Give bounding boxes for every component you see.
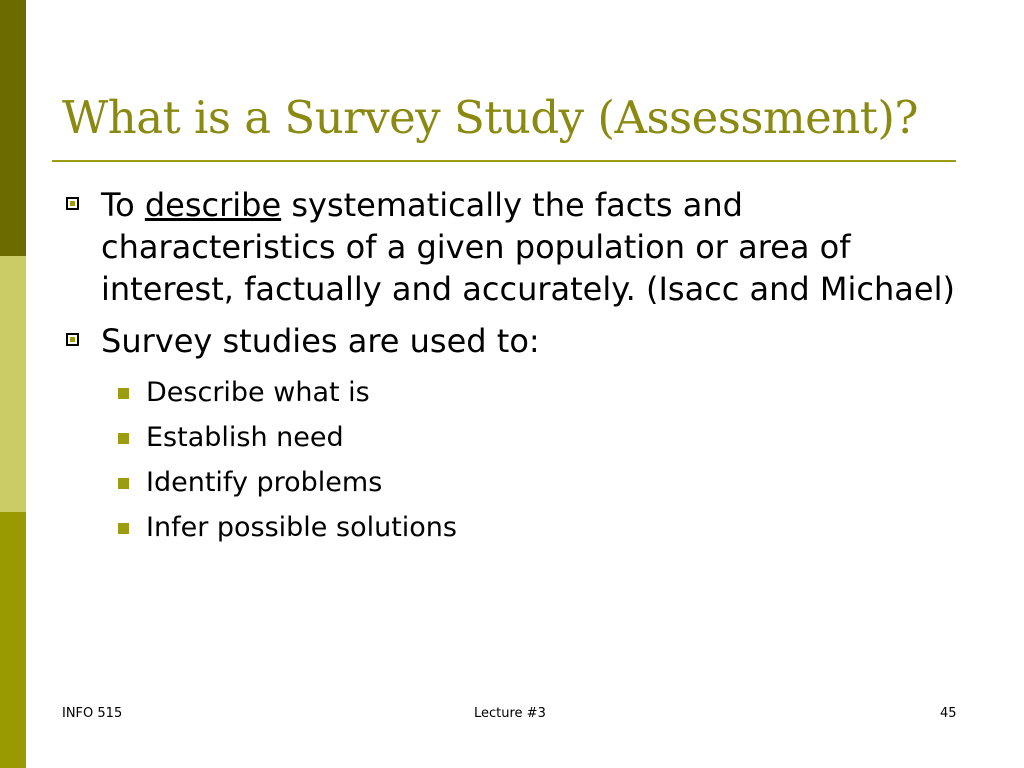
slide-content xyxy=(62,184,962,550)
subitem-identify xyxy=(62,460,962,505)
bullet-uses xyxy=(62,320,962,362)
subitem-label: Describe what is xyxy=(146,377,370,408)
footer-course: INFO 515 xyxy=(62,706,123,721)
subitem-label: Identify problems xyxy=(146,467,383,498)
bullet-definition-emphasis: describe xyxy=(144,186,282,224)
bullet-definition xyxy=(62,184,962,310)
filled-square-bullet-icon xyxy=(118,433,129,444)
filled-square-bullet-icon xyxy=(118,523,129,534)
footer-slide-number: 45 xyxy=(940,706,957,721)
uses-sublist xyxy=(62,370,962,550)
sidebar-band-bottom xyxy=(0,512,26,768)
bullet-definition-suffix: systematically the facts and characteristics of a given population or area of interest, factually and accurately. (Isacc and Michael) xyxy=(101,186,955,308)
subitem-infer xyxy=(62,505,962,550)
filled-square-bullet-icon xyxy=(118,478,129,489)
title-underline-rule xyxy=(52,160,956,162)
hollow-square-bullet-icon xyxy=(66,197,79,210)
hollow-square-bullet-icon xyxy=(66,333,79,346)
subitem-establish xyxy=(62,415,962,460)
sidebar-band-middle xyxy=(0,256,26,512)
footer-lecture: Lecture #3 xyxy=(474,706,546,721)
filled-square-bullet-icon xyxy=(118,388,129,399)
subitem-label: Establish need xyxy=(146,422,344,453)
bullet-uses-text: Survey studies are used to: xyxy=(101,322,540,360)
slide-title: What is a Survey Study (Assessment)? xyxy=(62,91,919,144)
sidebar-band-top xyxy=(0,0,26,256)
bullet-definition-prefix: To xyxy=(101,186,145,224)
subitem-label: Infer possible solutions xyxy=(146,512,457,543)
subitem-describe xyxy=(62,370,962,415)
